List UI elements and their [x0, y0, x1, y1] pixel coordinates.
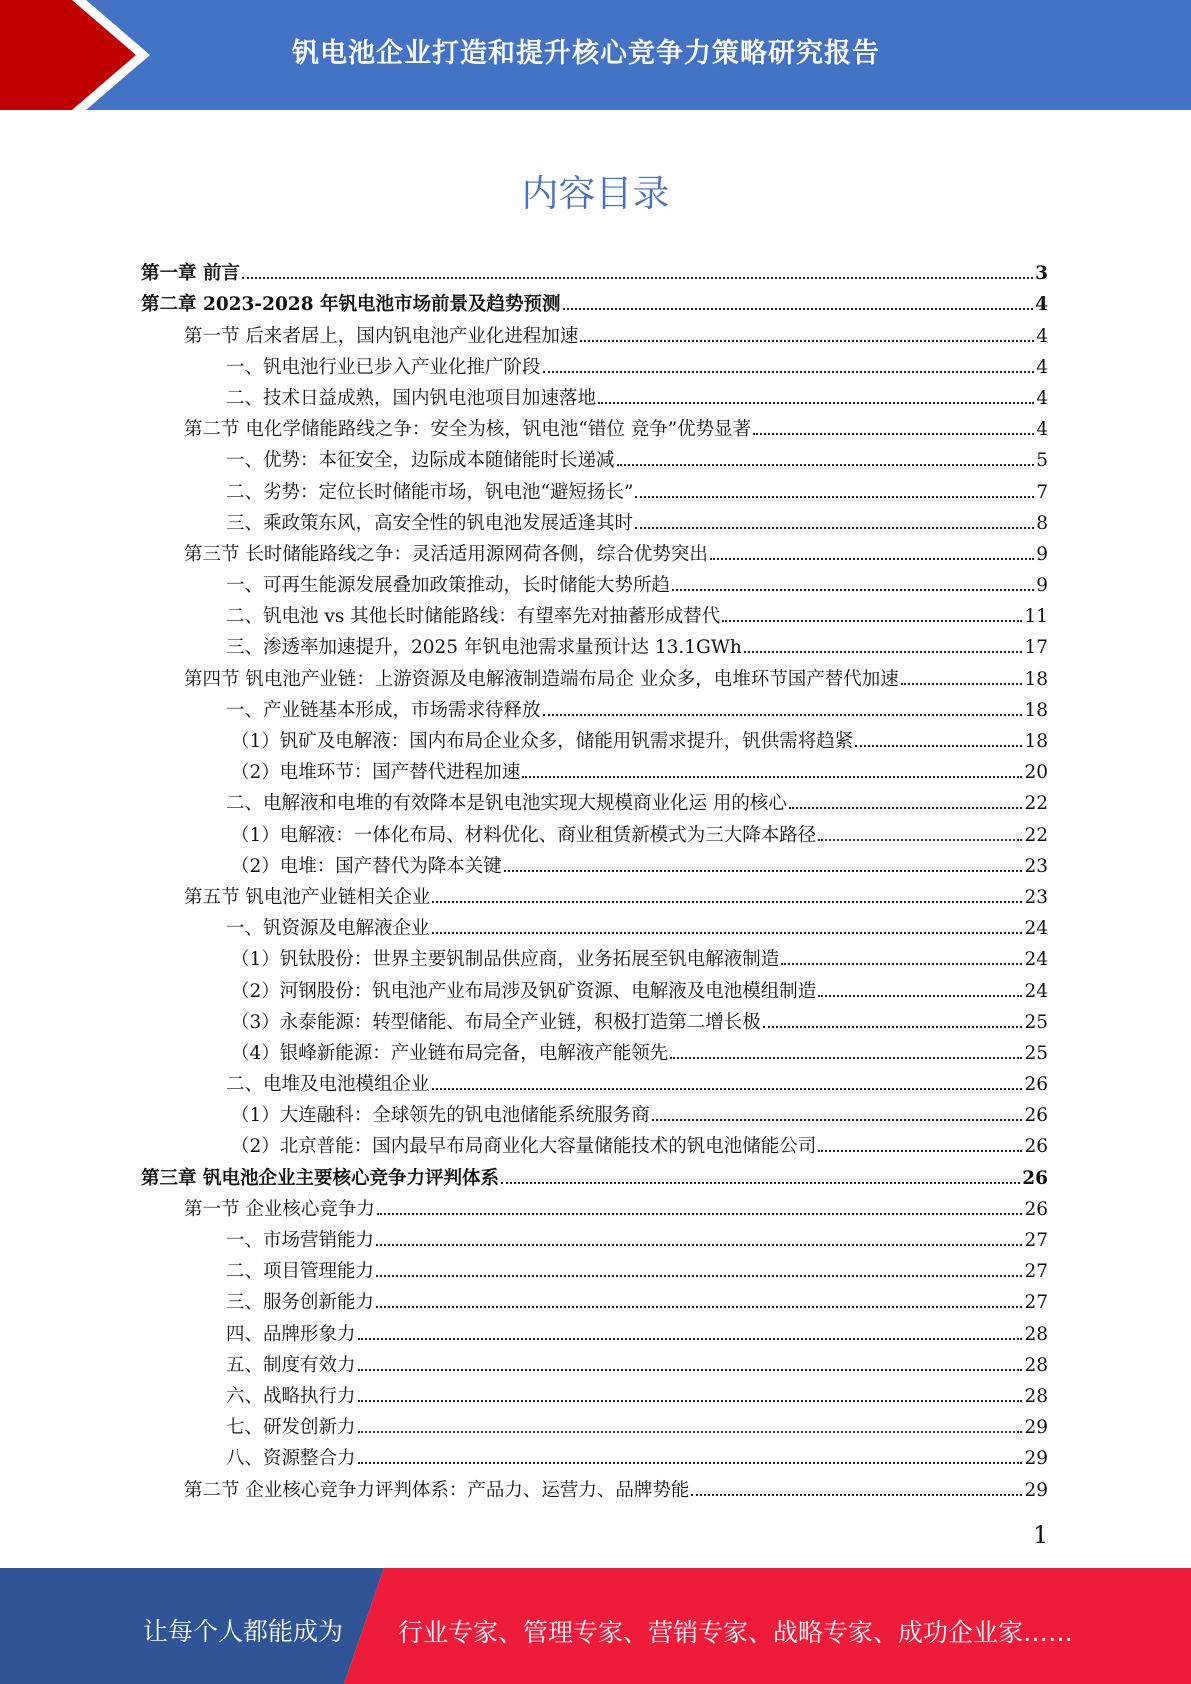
- footer-banner: [0, 1568, 1191, 1684]
- toc-entry-label: 第四节 钒电池产业链：上游资源及电解液制造端布局企 业众多，电堆环节国产替代加速: [184, 668, 899, 690]
- toc-leader-dots: [377, 1212, 1023, 1215]
- toc-entry-label: （2）电堆：国产替代为降本关键: [231, 855, 502, 877]
- toc-entry-page: 9: [1036, 575, 1048, 597]
- toc-entry[interactable]: [141, 442, 1048, 473]
- toc-entry-label: 一、可再生能源发展叠加政策推动，长时储能大势所趋: [226, 575, 671, 597]
- toc-entry-page: 28: [1024, 1354, 1048, 1376]
- toc-entry-page: 25: [1024, 1042, 1048, 1064]
- toc-entry-label: （4）银峰新能源：产业链布局完备，电解液产能领先: [231, 1042, 669, 1064]
- toc-entry[interactable]: [141, 816, 1048, 847]
- toc-entry-label: 四、品牌形象力: [226, 1323, 356, 1345]
- toc-entry-label: 二、技术日益成熟，国内钒电池项目加速落地: [226, 387, 597, 409]
- toc-entry-page: 4: [1036, 419, 1048, 441]
- toc-entry[interactable]: [141, 1004, 1048, 1035]
- toc-entry-label: （2）电堆环节：国产替代进程加速: [231, 762, 521, 784]
- toc-entry-label: 二、钒电池 vs 其他长时储能路线：有望率先对抽蓄形成替代: [226, 606, 721, 628]
- toc-entry-label: 第一章 前言: [141, 263, 240, 285]
- toc-entry-label: 二、项目管理能力: [226, 1261, 375, 1283]
- toc-entry-label: 第一节 后来者居上，国内钒电池产业化进程加速: [184, 325, 579, 347]
- toc-leader-dots: [358, 1399, 1023, 1402]
- toc-leader-dots: [901, 682, 1023, 685]
- toc-leader-dots: [580, 339, 1034, 342]
- toc-entry[interactable]: [141, 255, 1048, 286]
- toc-entry-page: 27: [1024, 1292, 1048, 1314]
- toc-entry[interactable]: [141, 848, 1048, 879]
- toc-entry-page: 29: [1024, 1448, 1048, 1470]
- toc-entry-page: 20: [1024, 762, 1048, 784]
- toc-entry-page: 27: [1024, 1230, 1048, 1251]
- toc-entry-label: 七、研发创新力: [226, 1417, 356, 1439]
- toc-entry[interactable]: [141, 1378, 1048, 1409]
- toc-entry-label: 五、制度有效力: [226, 1354, 356, 1376]
- toc-entry-page: 22: [1024, 824, 1048, 846]
- toc-entry-label: 第五节 钒电池产业链相关企业: [184, 886, 431, 908]
- toc-entry[interactable]: [141, 692, 1048, 723]
- toc-entry[interactable]: [141, 1284, 1048, 1315]
- toc-entry-page: 7: [1036, 481, 1048, 503]
- toc-entry[interactable]: [141, 1222, 1048, 1253]
- toc-entry[interactable]: [141, 660, 1048, 691]
- footer-slogan-left: 让每个人都能成为: [143, 1617, 344, 1646]
- toc-entry-label: 第一节 企业核心竞争力: [184, 1198, 375, 1220]
- toc-entry-page: 18: [1024, 699, 1048, 721]
- page-number: 1: [1033, 1521, 1049, 1549]
- toc-entry-label: 二、电堆及电池模组企业: [226, 1074, 430, 1096]
- toc-leader-dots: [358, 1430, 1023, 1433]
- toc-leader-dots: [710, 557, 1034, 560]
- toc-entry-page: 26: [1022, 1167, 1048, 1189]
- toc-entry-page: 4: [1036, 356, 1048, 378]
- toc-entry-page: 5: [1036, 450, 1048, 472]
- toc-entry-label: 一、钒资源及电解液企业: [226, 918, 430, 940]
- toc-entry-page: 29: [1024, 1417, 1048, 1439]
- toc-entry-page: 18: [1024, 668, 1048, 690]
- toc-entry[interactable]: [141, 1066, 1048, 1097]
- toc-leader-dots: [543, 370, 1035, 373]
- toc-entry[interactable]: [141, 785, 1048, 816]
- toc-entry-label: 三、服务创新能力: [226, 1292, 375, 1314]
- toc-entry-label: 一、钒电池行业已步入产业化推广阶段: [226, 356, 541, 378]
- toc-entry[interactable]: [141, 754, 1048, 785]
- toc-entry-page: 23: [1024, 886, 1048, 908]
- toc-entry-page: 8: [1036, 512, 1048, 534]
- toc-entry[interactable]: [141, 411, 1048, 442]
- toc-entry[interactable]: [141, 1128, 1048, 1159]
- toc-leader-dots: [635, 526, 1034, 529]
- toc-entry-page: 26: [1024, 1136, 1048, 1158]
- toc-entry[interactable]: [141, 567, 1048, 598]
- toc-leader-dots: [781, 962, 1022, 965]
- toc-entry-label: 一、市场营销能力: [226, 1230, 375, 1251]
- table-of-contents: [141, 255, 1048, 1503]
- toc-leader-dots: [543, 713, 1023, 716]
- toc-entry-page: 4: [1036, 325, 1048, 347]
- toc-entry[interactable]: [141, 1035, 1048, 1066]
- toc-entry-page: 11: [1024, 606, 1048, 628]
- toc-entry[interactable]: [141, 629, 1048, 660]
- toc-entry-label: 六、战略执行力: [226, 1385, 356, 1407]
- toc-entry-label: 一、产业链基本形成，市场需求待释放: [226, 699, 541, 721]
- toc-entry[interactable]: [141, 1409, 1048, 1440]
- toc-leader-dots: [358, 1461, 1023, 1464]
- toc-entry-label: 第二节 企业核心竞争力评判体系：产品力、运营力、品牌势能: [184, 1479, 690, 1501]
- toc-entry[interactable]: [141, 1471, 1048, 1502]
- toc-leader-dots: [763, 1025, 1023, 1028]
- toc-entry-label: 第三节 长时储能路线之争：灵活适用源网荷各侧，综合优势突出: [184, 543, 708, 565]
- toc-entry-page: 9: [1036, 543, 1048, 565]
- toc-entry-page: 22: [1024, 793, 1048, 815]
- toc-entry-label: （2）河钢股份：钒电池产业布局涉及钒矿资源、电解液及电池模组制造: [231, 980, 817, 1002]
- toc-entry-page: 26: [1024, 1074, 1048, 1096]
- toc-entry[interactable]: [141, 286, 1048, 317]
- toc-leader-dots: [501, 1181, 1020, 1184]
- toc-leader-dots: [598, 401, 1034, 404]
- toc-entry-label: （1）电解液：一体化布局、材料优化、商业租赁新模式为三大降本路径: [231, 824, 817, 846]
- toc-entry-label: （2）北京普能：国内最早布局商业化大容量储能技术的钒电池储能公司: [231, 1136, 817, 1158]
- toc-entry[interactable]: [141, 1159, 1048, 1190]
- toc-entry-page: 17: [1024, 637, 1048, 659]
- toc-entry-page: 29: [1024, 1479, 1048, 1501]
- toc-leader-dots: [855, 744, 1022, 747]
- toc-leader-dots: [432, 900, 1022, 903]
- toc-leader-dots: [818, 994, 1022, 997]
- toc-entry-page: 28: [1024, 1323, 1048, 1345]
- toc-leader-dots: [522, 775, 1022, 778]
- toc-leader-dots: [818, 1149, 1022, 1152]
- toc-entry-label: 第二章 2023-2028 年钒电池市场前景及趋势预测: [141, 294, 561, 316]
- toc-leader-dots: [563, 307, 1034, 310]
- toc-leader-dots: [432, 931, 1023, 934]
- toc-entry[interactable]: [141, 1191, 1048, 1222]
- toc-leader-dots: [672, 588, 1034, 591]
- toc-entry[interactable]: [141, 505, 1048, 536]
- toc-leader-dots: [376, 1243, 1022, 1246]
- toc-entry-page: 3: [1035, 263, 1048, 285]
- toc-entry[interactable]: [141, 1440, 1048, 1471]
- toc-entry-page: 25: [1024, 1011, 1048, 1033]
- toc-entry-label: （1）大连融科：全球领先的钒电池储能系统服务商: [231, 1105, 650, 1127]
- toc-entry[interactable]: [141, 349, 1048, 380]
- toc-entry-label: 二、劣势：定位长时储能市场，钒电池“避短扬长”: [226, 481, 634, 503]
- toc-entry-label: 三、渗透率加速提升，2025 年钒电池需求量预计达 13.1GWh: [226, 637, 742, 659]
- toc-leader-dots: [722, 619, 1022, 622]
- toc-entry-page: 24: [1024, 949, 1048, 971]
- toc-entry-page: 18: [1024, 731, 1048, 752]
- toc-entry[interactable]: [141, 1253, 1048, 1284]
- toc-entry-page: 26: [1024, 1105, 1048, 1127]
- toc-entry-page: 4: [1036, 387, 1048, 409]
- toc-entry[interactable]: [141, 473, 1048, 504]
- toc-entry-label: 第三章 钒电池企业主要核心竞争力评判体系: [141, 1167, 499, 1189]
- toc-entry[interactable]: [141, 598, 1048, 629]
- toc-entry-label: （1）钒钛股份：世界主要钒制品供应商，业务拓展至钒电解液制造: [231, 949, 780, 971]
- toc-entry-label: 八、资源整合力: [226, 1448, 356, 1470]
- toc-leader-dots: [670, 1056, 1022, 1059]
- footer-slogan-right: 行业专家、管理专家、营销专家、战略专家、成功企业家……: [398, 1618, 1074, 1647]
- toc-leader-dots: [432, 1087, 1023, 1090]
- toc-entry-label: （1）钒矿及电解液：国内布局企业众多，储能用钒需求提升，钒供需将趋紧: [231, 731, 854, 752]
- toc-entry-page: 24: [1024, 980, 1048, 1002]
- header-arrow-icon: [0, 0, 160, 110]
- toc-leader-dots: [753, 432, 1034, 435]
- toc-entry[interactable]: [141, 879, 1048, 910]
- toc-leader-dots: [504, 869, 1023, 872]
- toc-entry[interactable]: [141, 910, 1048, 941]
- toc-leader-dots: [652, 1118, 1023, 1121]
- header-title: 钒电池企业打造和提升核心竞争力策略研究报告: [292, 38, 880, 69]
- toc-entry[interactable]: [141, 380, 1048, 411]
- toc-entry[interactable]: [141, 941, 1048, 972]
- toc-leader-dots: [242, 276, 1033, 279]
- toc-leader-dots: [635, 495, 1034, 498]
- toc-leader-dots: [789, 806, 1023, 809]
- toc-leader-dots: [376, 1305, 1022, 1308]
- toc-entry[interactable]: [141, 723, 1048, 754]
- toc-entry-page: 23: [1024, 855, 1048, 877]
- toc-entry[interactable]: [141, 1097, 1048, 1128]
- toc-title: 内容目录: [521, 172, 670, 215]
- toc-leader-dots: [691, 1493, 1022, 1496]
- toc-entry[interactable]: [141, 317, 1048, 348]
- toc-entry-label: 一、优势：本征安全，边际成本随储能时长递减: [226, 450, 615, 472]
- toc-leader-dots: [818, 838, 1022, 841]
- toc-entry[interactable]: [141, 972, 1048, 1003]
- toc-entry-label: 二、电解液和电堆的有效降本是钒电池实现大规模商业化运 用的核心: [226, 793, 787, 815]
- toc-leader-dots: [376, 1274, 1022, 1277]
- toc-entry-label: （3）永泰能源：转型储能、布局全产业链，积极打造第二增长极: [231, 1011, 761, 1033]
- toc-entry-page: 27: [1024, 1261, 1048, 1283]
- toc-leader-dots: [358, 1337, 1023, 1340]
- toc-entry-page: 4: [1035, 294, 1048, 316]
- toc-entry-label: 三、乘政策东风，高安全性的钒电池发展适逢其时: [226, 512, 634, 534]
- toc-entry-page: 26: [1024, 1198, 1048, 1220]
- toc-leader-dots: [744, 650, 1023, 653]
- toc-entry[interactable]: [141, 1347, 1048, 1378]
- toc-entry-label: 第二节 电化学储能路线之争：安全为核，钒电池“错位 竞争”优势显著: [184, 419, 752, 441]
- toc-leader-dots: [617, 463, 1035, 466]
- header-banner: [0, 0, 1191, 110]
- toc-entry-page: 24: [1024, 918, 1048, 940]
- toc-entry[interactable]: [141, 1315, 1048, 1346]
- toc-leader-dots: [358, 1368, 1023, 1371]
- toc-entry[interactable]: [141, 536, 1048, 567]
- toc-entry-page: 28: [1024, 1385, 1048, 1407]
